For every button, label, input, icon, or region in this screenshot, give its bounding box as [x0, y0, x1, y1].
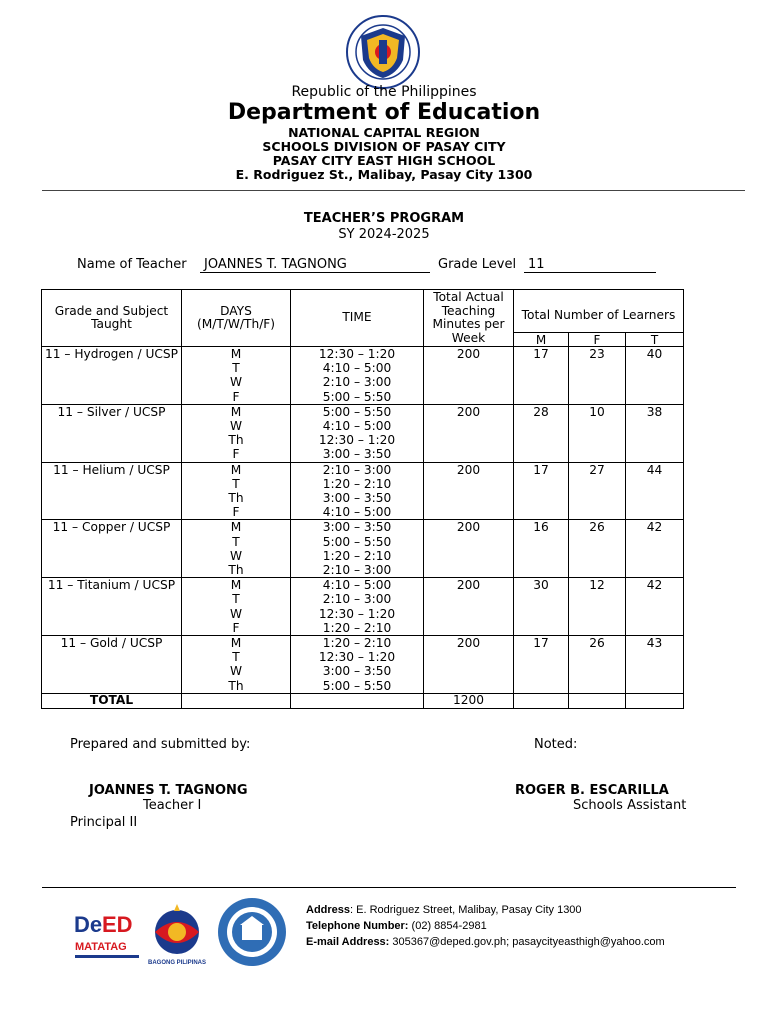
female-count-cell: 26	[569, 520, 626, 578]
total-male-cell	[514, 693, 569, 708]
total-minutes: 1200	[424, 693, 514, 708]
school-address: E. Rodriguez St., Malibay, Pasay City 1300	[235, 167, 533, 182]
total-label: TOTAL	[42, 693, 182, 708]
teacher-signatory-title: Teacher I	[143, 798, 202, 813]
subject-cell: 11 – Silver / UCSP	[42, 404, 182, 462]
header-male: M	[514, 333, 569, 347]
total-row	[42, 693, 684, 708]
days-cell: M T Th F	[182, 462, 291, 520]
footer-address: Address: E. Rodriguez Street, Malibay, Pasay City 1300	[306, 904, 582, 916]
minutes-cell: 200	[424, 347, 514, 405]
teacher-name-value: JOANNES T. TAGNONG	[200, 257, 430, 273]
time-cell: 3:00 – 3:50 5:00 – 5:50 1:20 – 2:10 2:10 – 3:00	[291, 520, 424, 578]
school-heading: PASAY CITY EAST HIGH SCHOOL	[272, 153, 496, 168]
minutes-cell: 200	[424, 520, 514, 578]
header-days: DAYS (M/T/W/Th/F)	[182, 290, 291, 347]
subject-cell: 11 – Titanium / UCSP	[42, 578, 182, 636]
male-count-cell: 16	[514, 520, 569, 578]
male-count-cell: 17	[514, 347, 569, 405]
noted-signatory-title: Schools Assistant	[573, 798, 687, 813]
female-count-cell: 12	[569, 578, 626, 636]
total-days-cell	[182, 693, 291, 708]
time-cell: 12:30 – 1:20 4:10 – 5:00 2:10 – 3:00 5:00 – 5:50	[291, 347, 424, 405]
time-cell: 1:20 – 2:10 12:30 – 1:20 3:00 – 3:50 5:00 – 5:50	[291, 636, 424, 694]
subject-cell: 11 – Gold / UCSP	[42, 636, 182, 694]
days-cell: M T W Th	[182, 636, 291, 694]
noted-label: Noted:	[534, 737, 578, 752]
header-time: TIME	[291, 290, 424, 347]
principal-title: Principal II	[70, 815, 138, 830]
header-minutes: Total Actual Teaching Minutes per Week	[424, 290, 514, 347]
total-learners-cell	[626, 693, 684, 708]
svg-text:De: De	[74, 912, 103, 937]
bagong-pilipinas-logo	[148, 902, 206, 966]
female-count-cell: 10	[569, 404, 626, 462]
division-heading: SCHOOLS DIVISION OF PASAY CITY	[262, 139, 506, 154]
table-row	[42, 578, 684, 636]
time-cell: 5:00 – 5:50 4:10 – 5:00 12:30 – 1:20 3:00 – 3:50	[291, 404, 424, 462]
header-divider	[42, 190, 745, 191]
days-cell: M T W F	[182, 578, 291, 636]
school-year: SY 2024-2025	[338, 227, 430, 242]
subject-cell: 11 – Helium / UCSP	[42, 462, 182, 520]
footer-divider	[42, 887, 736, 888]
school-seal-logo	[216, 896, 288, 968]
days-cell: M T W F	[182, 347, 291, 405]
teachers-program-table	[41, 289, 684, 709]
male-count-cell: 17	[514, 462, 569, 520]
total-count-cell: 42	[626, 578, 684, 636]
female-count-cell: 27	[569, 462, 626, 520]
table-row	[42, 462, 684, 520]
female-count-cell: 26	[569, 636, 626, 694]
table-row	[42, 636, 684, 694]
footer-phone: Telephone Number: (02) 8854-2981	[306, 920, 487, 932]
male-count-cell: 30	[514, 578, 569, 636]
footer-email: E-mail Address: 305367@deped.gov.ph; pasaycityeasthigh@yahoo.com	[306, 936, 665, 948]
header-female: F	[569, 333, 626, 347]
total-count-cell: 43	[626, 636, 684, 694]
minutes-cell: 200	[424, 578, 514, 636]
header-total: T	[626, 333, 684, 347]
total-count-cell: 38	[626, 404, 684, 462]
republic-heading: Republic of the Philippines	[291, 84, 477, 100]
table-row	[42, 520, 684, 578]
teacher-signatory-name: JOANNES T. TAGNONG	[89, 783, 248, 798]
total-count-cell: 40	[626, 347, 684, 405]
total-time-cell	[291, 693, 424, 708]
svg-text:BAGONG PILIPINAS: BAGONG PILIPINAS	[148, 960, 206, 966]
region-heading: NATIONAL CAPITAL REGION	[288, 125, 480, 140]
subject-cell: 11 – Hydrogen / UCSP	[42, 347, 182, 405]
header-learners: Total Number of Learners	[514, 290, 684, 333]
noted-signatory-name: ROGER B. ESCARILLA	[515, 783, 669, 798]
table-row	[42, 347, 684, 405]
minutes-cell: 200	[424, 404, 514, 462]
days-cell: M T W Th	[182, 520, 291, 578]
teacher-name-label: Name of Teacher	[77, 257, 187, 272]
total-count-cell: 42	[626, 520, 684, 578]
header-subject: Grade and Subject Taught	[42, 290, 182, 347]
grade-level-label: Grade Level	[438, 257, 517, 272]
minutes-cell: 200	[424, 636, 514, 694]
total-female-cell	[569, 693, 626, 708]
svg-text:ED: ED	[102, 912, 133, 937]
department-heading: Department of Education	[227, 100, 541, 125]
subject-cell: 11 – Copper / UCSP	[42, 520, 182, 578]
time-cell: 2:10 – 3:00 1:20 – 2:10 3:00 – 3:50 4:10 – 5:00	[291, 462, 424, 520]
male-count-cell: 17	[514, 636, 569, 694]
male-count-cell: 28	[514, 404, 569, 462]
svg-text:MATATAG: MATATAG	[75, 941, 127, 953]
document-title: TEACHER’S PROGRAM	[303, 211, 465, 226]
total-count-cell: 44	[626, 462, 684, 520]
grade-level-value: 11	[524, 257, 656, 273]
days-cell: M W Th F	[182, 404, 291, 462]
prepared-by-label: Prepared and submitted by:	[70, 737, 251, 752]
deped-seal-logo	[345, 14, 421, 90]
table-row	[42, 404, 684, 462]
minutes-cell: 200	[424, 462, 514, 520]
time-cell: 4:10 – 5:00 2:10 – 3:00 12:30 – 1:20 1:20 – 2:10	[291, 578, 424, 636]
deped-matatag-logo	[72, 902, 142, 966]
female-count-cell: 23	[569, 347, 626, 405]
